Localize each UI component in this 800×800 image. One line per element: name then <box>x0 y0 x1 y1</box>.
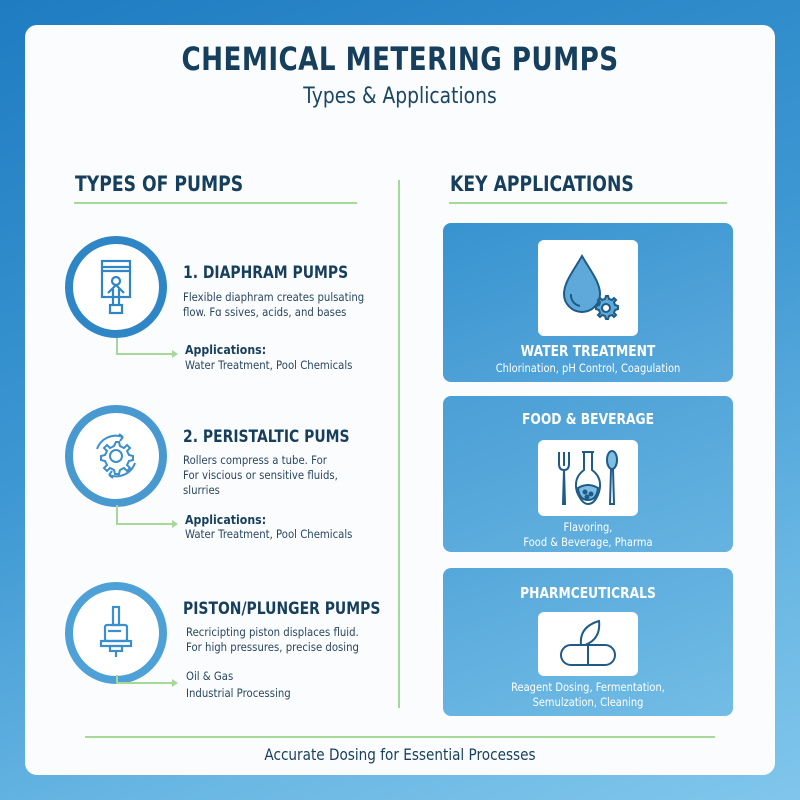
pump-title: 2. PERISTALTIC PUMS <box>183 427 350 447</box>
applications-heading: KEY APPLICATIONS <box>450 172 634 196</box>
application-subtitle: Chlorination, pH Control, Coagulation <box>495 361 681 375</box>
application-card-pharmaceuticals <box>443 568 733 716</box>
connector-arrow <box>116 675 176 684</box>
piston-icon <box>96 259 136 315</box>
icon-box <box>538 612 638 676</box>
water-drop-gear-icon <box>556 252 620 324</box>
pump-description: Rollers compress a tube. For For viscious or sensitive fluids, slurries <box>183 453 338 497</box>
diaphragm-pump-icon-ring <box>65 236 167 338</box>
connector-arrow <box>116 505 176 525</box>
applications-label: Applications: <box>185 512 267 527</box>
icon-box <box>538 240 638 336</box>
fork-flask-spoon-icon <box>555 448 621 508</box>
application-title: WATER TREATMENT <box>520 342 656 360</box>
applications-label: Applications: <box>185 342 267 357</box>
capsule-leaf-icon <box>555 617 621 671</box>
pump-title: PISTON/PLUNGER PUMPS <box>183 599 381 619</box>
application-subtitle: Flavoring, Food & Beverage, Pharma <box>523 520 653 549</box>
pump-applications: Water Treatment, Pool Chemicals <box>185 358 353 372</box>
application-subtitle: Reagent Dosing, Fermentation, Semulzation, Cleaning <box>511 680 665 709</box>
page-subtitle: Types & Applications <box>303 84 497 109</box>
types-heading: TYPES OF PUMPS <box>75 172 244 196</box>
footer-tagline: Accurate Dosing for Essential Processes <box>264 745 536 764</box>
application-card-food-beverage <box>443 396 733 552</box>
peristaltic-pump-icon-ring <box>65 405 167 507</box>
page-title: CHEMICAL METERING PUMPS <box>181 40 619 78</box>
pump-applications: Water Treatment, Pool Chemicals <box>185 527 353 541</box>
pump-title: 1. DIAPHRAM PUMPS <box>183 263 349 283</box>
application-card-water-treatment <box>443 223 733 382</box>
plunger-icon <box>99 605 133 661</box>
icon-box <box>538 440 638 516</box>
types-heading-underline <box>74 202 357 204</box>
pump-description: Flexible diaphram creates pulsating flow. Fɑ ssives, acids, and bases <box>183 290 365 319</box>
column-divider <box>398 180 400 708</box>
gear-cycle-icon <box>89 429 143 483</box>
application-title: PHARMCEUTICRALS <box>520 584 656 602</box>
pump-description: Recricipting piston displaces fluid. For high pressures, precise dosing <box>186 625 359 654</box>
connector-arrow <box>116 338 176 355</box>
applications-heading-underline <box>449 202 727 204</box>
pump-applications: Oil & Gas Industrial Processing <box>186 669 291 700</box>
piston-pump-icon-ring <box>65 582 167 684</box>
application-title: FOOD & BEVERAGE <box>521 410 654 428</box>
footer-divider <box>85 736 715 738</box>
